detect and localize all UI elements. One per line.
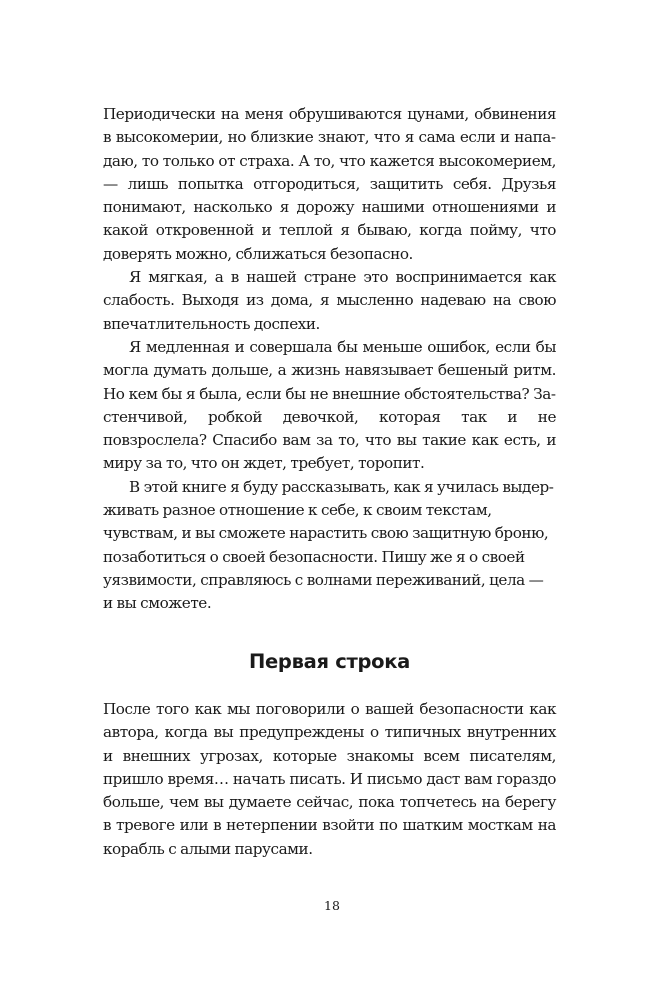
paragraph-4: В этой книге я буду рассказывать, как я училась выдерживать разное отношение к себе, к своим текстам, чувствам, и вы сможете нарастить свою защитную броню, позаботиться о своей безопасности. Пишу же я о своей уязвимости, справляюсь с волнами переживаний, цела — и вы сможете. xyxy=(103,477,554,613)
paragraph-1: Периодически на меня обрушиваются цунами, обвинения в высокомерии, но близкие знают, что я сама если и нападаю, то только от страха. А то, что кажется высокомерием, — лишь попытка отгородиться, защитить себя. Друзья понимают, насколько я дорожу нашими отношениями и какой откровенной и теплой я бываю, когда пойму, что доверять можно, сближаться безопасно. xyxy=(103,105,556,263)
chapter-paragraph-1: После того как мы поговорили о вашей безопасности как автора, когда вы предупреждены о типичных внутренних и внешних угрозах, которые знакомы всем писателям, пришло время… начать писать. И письмо даст вам гораздо больше, чем вы думаете сейчас, пока топчетесь на берегу в тревоге или в нетерпении взойти по шатким мосткам на корабль с алыми парусами. xyxy=(103,700,556,858)
page-number: 18 xyxy=(324,898,340,913)
chapter-heading: Первая строка xyxy=(248,650,411,673)
intro-text-block xyxy=(103,103,556,616)
chapter-text-block xyxy=(103,698,556,861)
paragraph-2: Я мягкая, а в нашей стране это воспринимается как слабость. Выходя из дома, я мысленно надеваю на свою впечатлительность доспехи. xyxy=(103,268,556,333)
paragraph-3: Я медленная и совершала бы меньше ошибок, если бы могла думать дольше, а жизнь навязывает бешеный ритм. Но кем бы я была, если бы не внешние обстоятельства? Застенчивой, робкой девочкой, которая так и не повзрослела? Спасибо вам за то, что вы такие как есть, и миру за то, что он ждет, требует, торопит. xyxy=(103,337,556,473)
